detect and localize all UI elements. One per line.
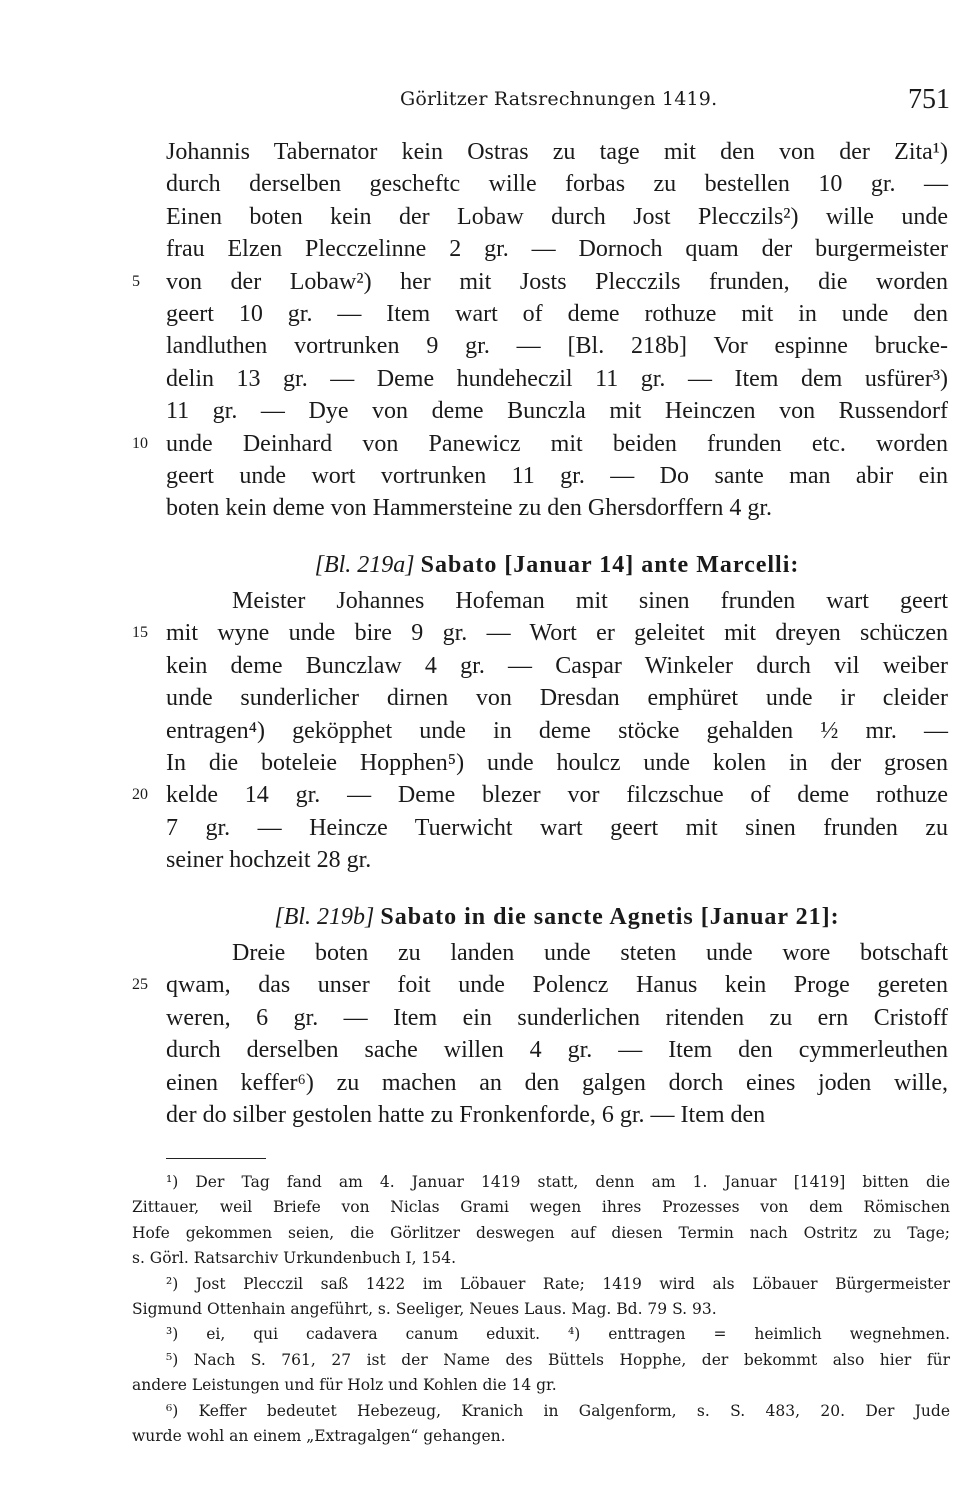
heading-title: Sabato in die sancte Agnetis [Januar 21]: bbox=[380, 903, 840, 930]
text-line bbox=[166, 715, 948, 747]
page-header bbox=[160, 84, 950, 120]
text-line bbox=[166, 650, 948, 682]
section-heading-2 bbox=[166, 901, 948, 933]
footnote-line: Hofe gekommen seien, die Görlitzer deswegen auf diesen Termin nach Ostritz zu Tage; bbox=[132, 1223, 950, 1242]
line-text: boten kein deme von Hammersteine zu den Ghersdorffern 4 gr. bbox=[166, 495, 773, 522]
line-number: 20 bbox=[132, 786, 148, 804]
line-text: mit wyne unde bire 9 gr. — Wort er geleitet mit dreyen schüczen bbox=[166, 620, 948, 647]
section-heading-1 bbox=[166, 549, 948, 581]
heading-title: Sabato [Januar 14] ante Marcelli: bbox=[420, 551, 800, 578]
text-line bbox=[132, 266, 948, 298]
footnote-line: ⁶) Keffer bedeutet Hebezeug, Kranich in Galgenform, s. S. 483, 20. Der Jude bbox=[166, 1401, 950, 1420]
line-number: 10 bbox=[132, 434, 148, 452]
footnote-line: andere Leistungen und für Holz und Kohlen die 14 gr. bbox=[132, 1376, 557, 1395]
line-text: unde Deinhard von Panewicz mit beiden frunden etc. worden bbox=[166, 430, 948, 457]
text-block-3 bbox=[132, 937, 948, 1131]
line-text: landluthen vortrunken 9 gr. — [Bl. 218b] Vor espinne brucke- bbox=[166, 333, 948, 360]
text-line bbox=[132, 428, 948, 460]
text-line bbox=[166, 937, 948, 969]
footnote-line: Zittauer, weil Briefe von Niclas Grami wegen ihres Prozesses von dem Römischen bbox=[132, 1198, 950, 1217]
text-line bbox=[166, 1002, 948, 1034]
page-number: 751 bbox=[908, 84, 950, 115]
line-text: Johannis Tabernator kein Ostras zu tage mit den von der Zita¹) bbox=[166, 139, 948, 165]
line-text: geert unde wort vortrunken 11 gr. — Do sante man abir ein bbox=[166, 462, 948, 489]
line-text: In die boteleie Hopphen⁵) unde houlcz unde kolen in der grosen bbox=[166, 750, 948, 777]
line-text: einen keffer⁶) zu machen an den galgen dorch eines joden wille, bbox=[166, 1069, 948, 1096]
text-line bbox=[166, 844, 948, 876]
text-line bbox=[166, 201, 948, 233]
line-text: durch derselben sache willen 4 gr. — Item den cymmerleuthen bbox=[166, 1037, 948, 1064]
text-line bbox=[166, 136, 948, 168]
line-text: delin 13 gr. — Deme hundeheczil 11 gr. — Item dem usfürer³) bbox=[166, 365, 948, 392]
text-line bbox=[166, 1034, 948, 1066]
line-text: von der Lobaw²) her mit Josts Plecczils frunden, die worden bbox=[166, 268, 948, 295]
text-line bbox=[166, 747, 948, 779]
text-line bbox=[166, 460, 948, 492]
main-text bbox=[132, 136, 948, 1131]
line-text: weren, 6 gr. — Item ein sunderlichen ritenden zu ern Cristoff bbox=[166, 1004, 948, 1031]
line-text: 7 gr. — Heincze Tuerwicht wart geert mit sinen frunden zu bbox=[166, 814, 948, 841]
footnote-rule bbox=[166, 1158, 266, 1159]
text-line bbox=[166, 298, 948, 330]
text-line bbox=[132, 617, 948, 649]
text-line bbox=[166, 1067, 948, 1099]
text-block-2 bbox=[132, 585, 948, 877]
line-text: seiner hochzeit 28 gr. bbox=[166, 847, 372, 874]
line-number: 25 bbox=[132, 976, 148, 994]
footnote-line: ³) ei, qui cadavera canum eduxit. ⁴) enttragen = heimlich wegnehmen. bbox=[166, 1325, 950, 1344]
text-line bbox=[132, 969, 948, 1001]
text-line bbox=[166, 492, 948, 524]
text-line bbox=[166, 395, 948, 427]
text-line bbox=[166, 682, 948, 714]
line-text: 11 gr. — Dye von deme Bunczla mit Heinczen von Russendorf bbox=[166, 398, 948, 425]
line-text: Meister Johannes Hofeman mit sinen frunden wart geert bbox=[232, 588, 948, 615]
line-text: der do silber gestolen hatte zu Fronkenforde, 6 gr. — Item den bbox=[166, 1101, 766, 1128]
text-line bbox=[132, 779, 948, 811]
footnote-line: ²) Jost Plecczil saß 1422 im Löbauer Rate; 1419 wird als Löbauer Bürgermeister bbox=[166, 1274, 950, 1293]
footnote-line: Sigmund Ottenhain angeführt, s. Seeliger, Neues Laus. Mag. Bd. 79 S. 93. bbox=[132, 1299, 717, 1318]
line-text: unde sunderlicher dirnen von Dresdan emphüret unde ir cleider bbox=[166, 685, 948, 712]
line-text: kein deme Bunczlaw 4 gr. — Caspar Winkeler durch vil weiber bbox=[166, 652, 948, 679]
text-block-1 bbox=[132, 136, 948, 525]
line-text: geert 10 gr. — Item wart of deme rothuze mit in unde den bbox=[166, 300, 948, 327]
running-title: Görlitzer Ratsrechnungen 1419. bbox=[400, 88, 718, 110]
text-line bbox=[166, 233, 948, 265]
text-line bbox=[166, 812, 948, 844]
footnote-line: s. Görl. Ratsarchiv Urkundenbuch I, 154. bbox=[132, 1249, 457, 1268]
line-number: 5 bbox=[132, 272, 140, 290]
footnote-line: wurde wohl an einem „Extragalgen“ gehangen. bbox=[132, 1426, 506, 1445]
line-text: durch derselben gescheftc wille forbas zu bestellen 10 gr. — bbox=[166, 171, 948, 198]
line-text: kelde 14 gr. — Deme blezer vor filczschue of deme rothuze bbox=[166, 782, 948, 809]
folio-ref: [Bl. 219a] bbox=[314, 551, 415, 578]
footnotes bbox=[132, 1170, 950, 1449]
text-line bbox=[166, 168, 948, 200]
line-text: qwam, das unser foit unde Polencz Hanus kein Proge gereten bbox=[166, 972, 948, 999]
line-text: entragen⁴) geköpphet unde in deme stöcke gehalden ½ mr. — bbox=[166, 717, 948, 744]
footnote-line: ⁵) Nach S. 761, 27 ist der Name des Büttels Hopphe, der bekommt also hier für bbox=[166, 1350, 950, 1369]
text-line bbox=[166, 330, 948, 362]
line-text: Dreie boten zu landen unde steten unde wore botschaft bbox=[232, 939, 948, 966]
line-text: Einen boten kein der Lobaw durch Jost Plecczils²) wille unde bbox=[166, 203, 948, 230]
text-line bbox=[166, 363, 948, 395]
text-line bbox=[166, 585, 948, 617]
line-number: 15 bbox=[132, 624, 148, 642]
footnote-line: ¹) Der Tag fand am 4. Januar 1419 statt, denn am 1. Januar [1419] bitten die bbox=[166, 1173, 950, 1191]
folio-ref: [Bl. 219b] bbox=[274, 903, 375, 930]
text-line bbox=[166, 1099, 948, 1131]
line-text: frau Elzen Plecczelinne 2 gr. — Dornoch quam der burgermeister bbox=[166, 236, 948, 263]
